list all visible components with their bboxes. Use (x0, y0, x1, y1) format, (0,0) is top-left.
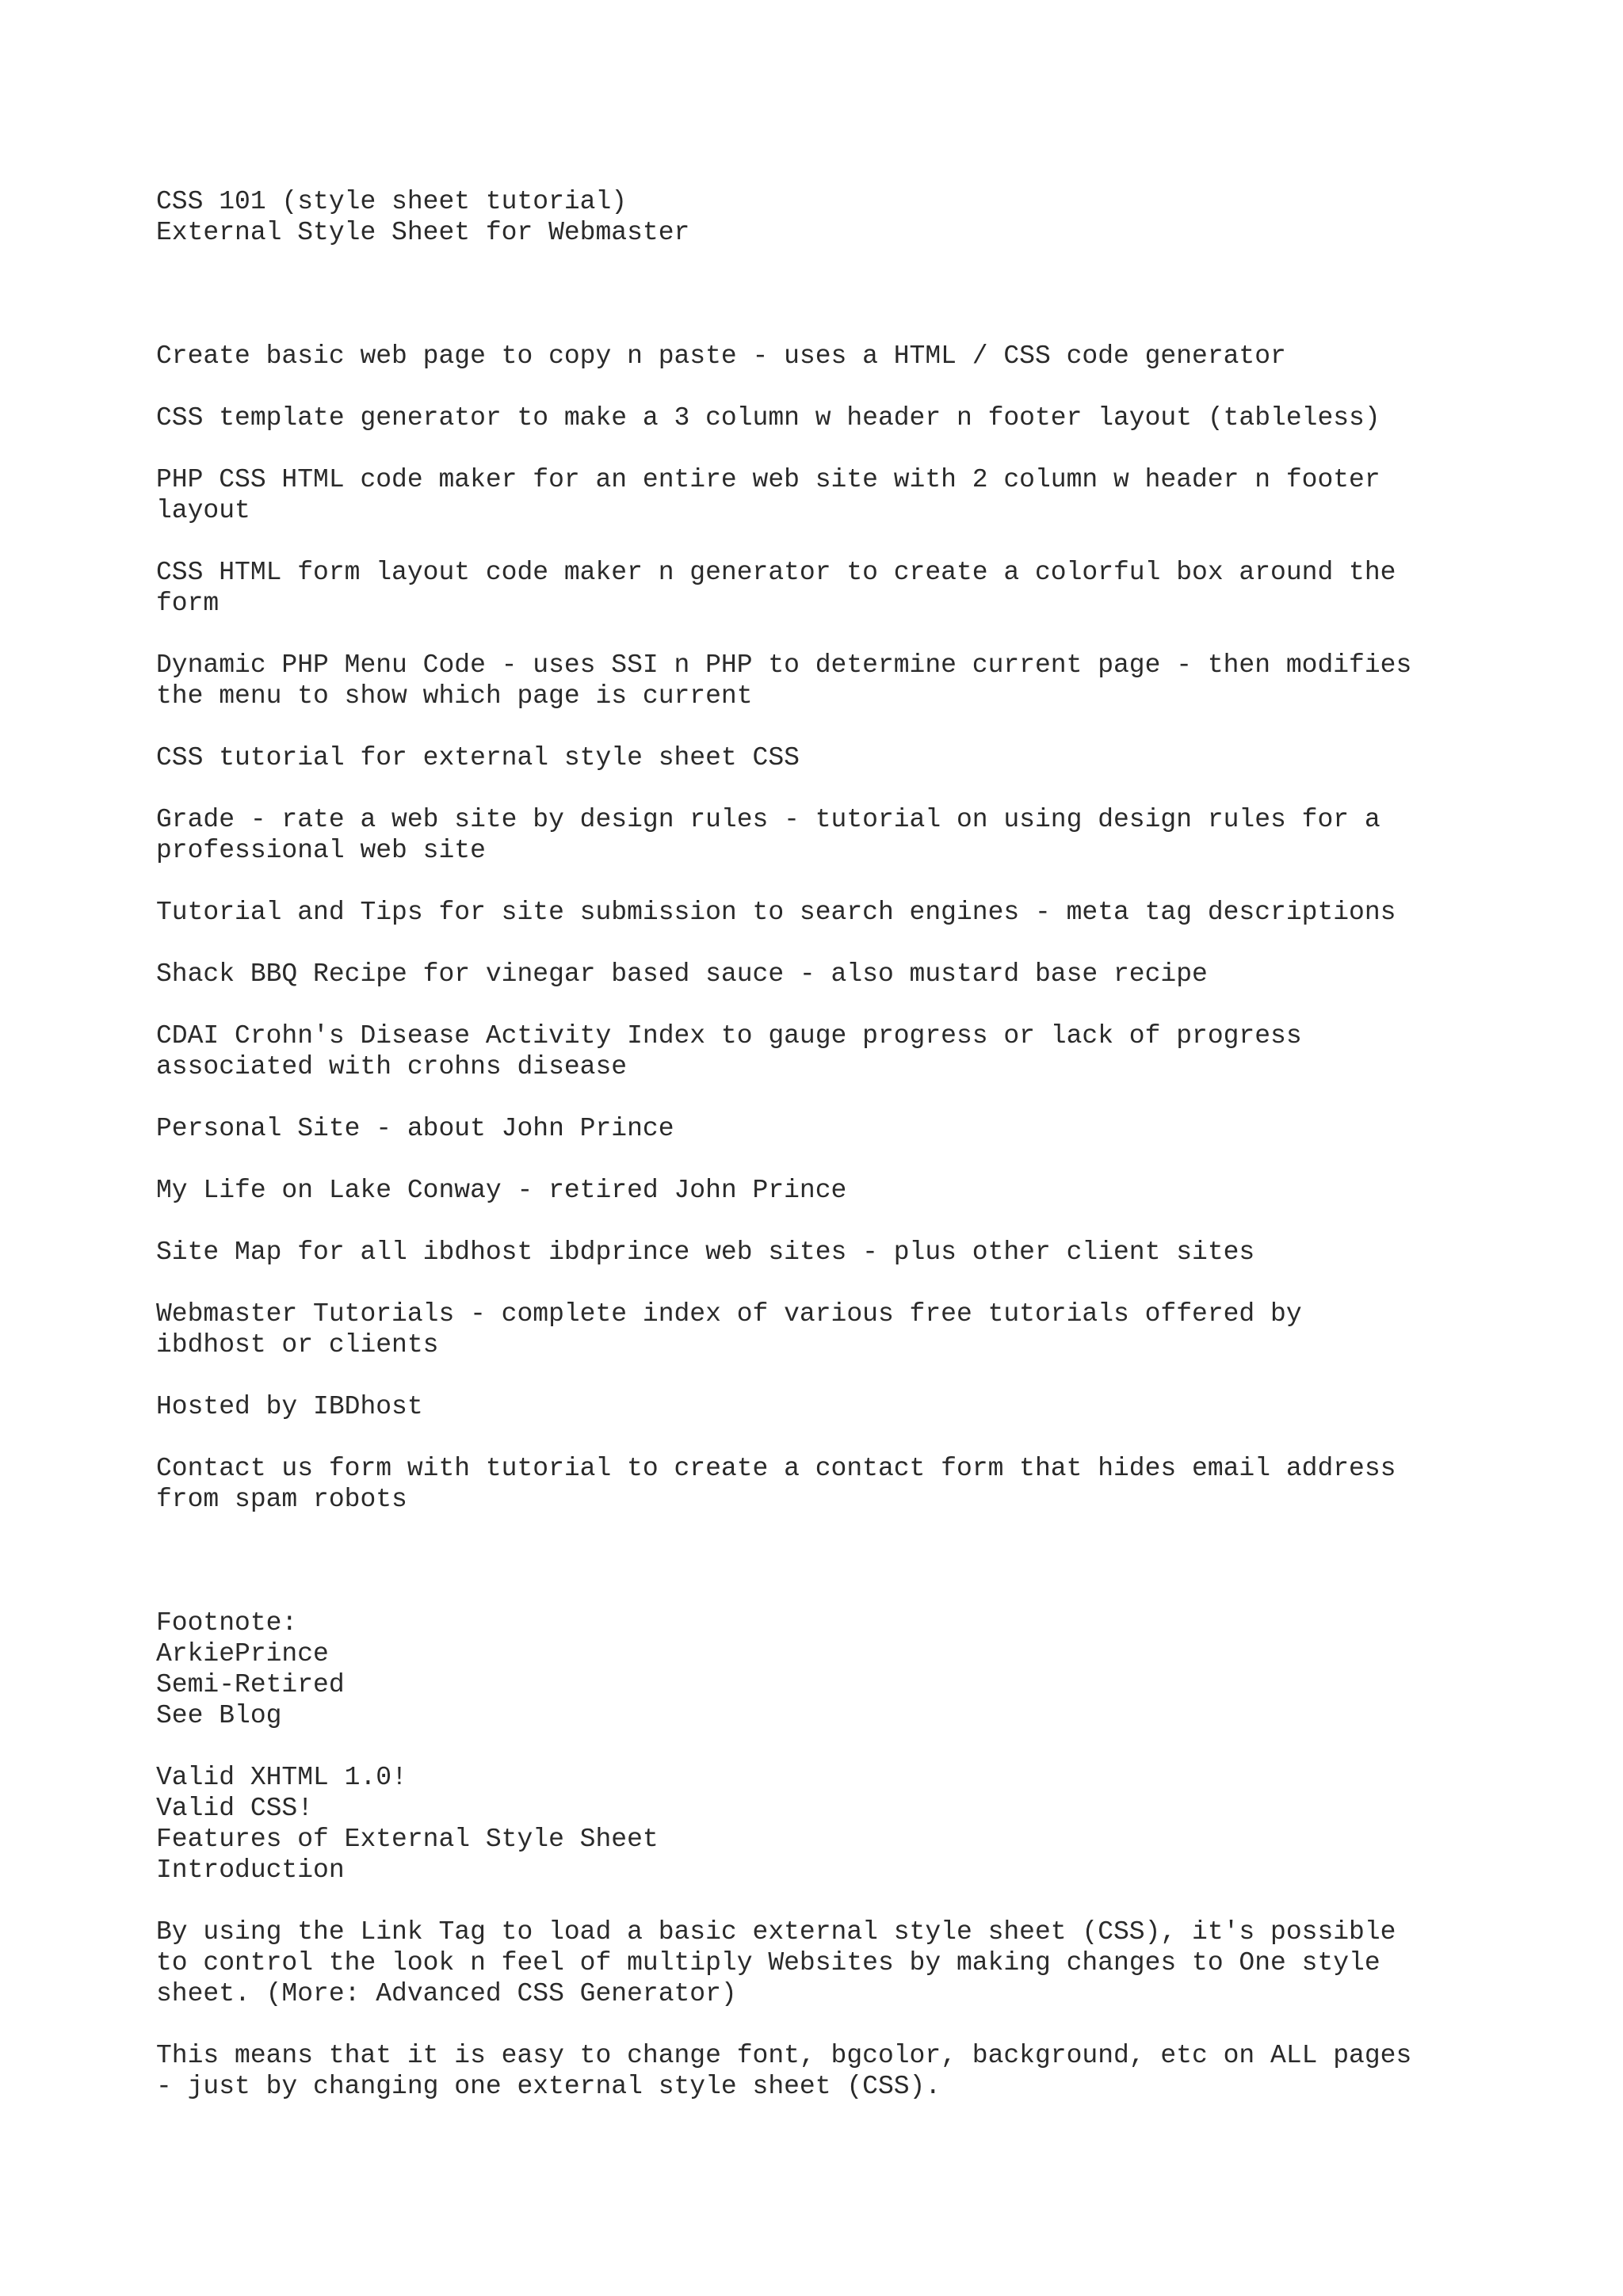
link-lake-conway[interactable]: My Life on Lake Conway - retired John Prince (156, 1176, 847, 1205)
page-title: CSS 101 (style sheet tutorial) (156, 187, 628, 216)
link-cdai-index[interactable]: CDAI Crohn's Disease Activity Index to gauge progress or lack of progress associated with crohns disease (156, 1021, 1302, 1081)
spacer (156, 248, 1503, 341)
page-header (156, 186, 1503, 248)
link-contact-form[interactable]: Contact us form with tutorial to create a contact form that hides email address from spam robots (156, 1454, 1396, 1514)
footnote (156, 1608, 1503, 1731)
footnote-name-link[interactable]: ArkiePrince (156, 1639, 329, 1669)
footnote-status: Semi-Retired (156, 1670, 345, 1699)
link-php-css-html-code-maker[interactable]: PHP CSS HTML code maker for an entire web site with 2 column w header n footer layout (156, 465, 1381, 525)
link-site-map[interactable]: Site Map for all ibdhost ibdprince web sites - plus other client sites (156, 1238, 1255, 1267)
link-hosted-by[interactable]: Hosted by IBDhost (156, 1392, 423, 1421)
link-dynamic-php-menu[interactable]: Dynamic PHP Menu Code - uses SSI n PHP to determine current page - then modifies the menu to show which page is current (156, 650, 1412, 711)
validation-block (156, 1762, 1503, 1886)
valid-xhtml-badge[interactable]: Valid XHTML 1.0! (156, 1763, 407, 1792)
valid-css-badge[interactable]: Valid CSS! (156, 1794, 314, 1823)
link-basic-web-page[interactable]: Create basic web page to copy n paste - uses a HTML / CSS code generator (156, 341, 1286, 371)
link-webmaster-tutorials[interactable]: Webmaster Tutorials - complete index of various free tutorials offered by ibdhost or clients (156, 1299, 1302, 1360)
see-blog-link[interactable]: See Blog (156, 1701, 282, 1730)
link-site-submission-tips[interactable]: Tutorial and Tips for site submission to search engines - meta tag descriptions (156, 898, 1396, 927)
spacer (156, 1546, 1503, 1608)
link-shack-bbq-recipe[interactable]: Shack BBQ Recipe for vinegar based sauce - also mustard base recipe (156, 959, 1208, 989)
link-grade-web-site[interactable]: Grade - rate a web site by design rules - tutorial on using design rules for a professional web site (156, 805, 1381, 865)
footnote-label: Footnote: (156, 1608, 298, 1638)
link-css-template-generator[interactable]: CSS template generator to make a 3 column w header n footer layout (tableless) (156, 403, 1381, 433)
link-personal-site[interactable]: Personal Site - about John Prince (156, 1114, 674, 1143)
link-list (156, 341, 1503, 1515)
link-css-tutorial[interactable]: CSS tutorial for external style sheet CSS (156, 743, 800, 772)
features-heading: Features of External Style Sheet (156, 1825, 659, 1854)
body-paragraph-2: This means that it is easy to change font, bgcolor, background, etc on ALL pages - just by changing one external style sheet (CSS). (156, 2041, 1412, 2101)
page-subtitle: External Style Sheet for Webmaster (156, 218, 690, 247)
body-paragraph-1: By using the Link Tag to load a basic external style sheet (CSS), it's possible to control the look n feel of multiply Websites by making changes to One style sheet. (More: Advanced CSS Generator) (156, 1917, 1396, 2008)
introduction-heading: Introduction (156, 1855, 345, 1885)
document-page (156, 186, 1503, 2133)
link-form-layout-code-maker[interactable]: CSS HTML form layout code maker n generator to create a colorful box around the form (156, 558, 1396, 618)
